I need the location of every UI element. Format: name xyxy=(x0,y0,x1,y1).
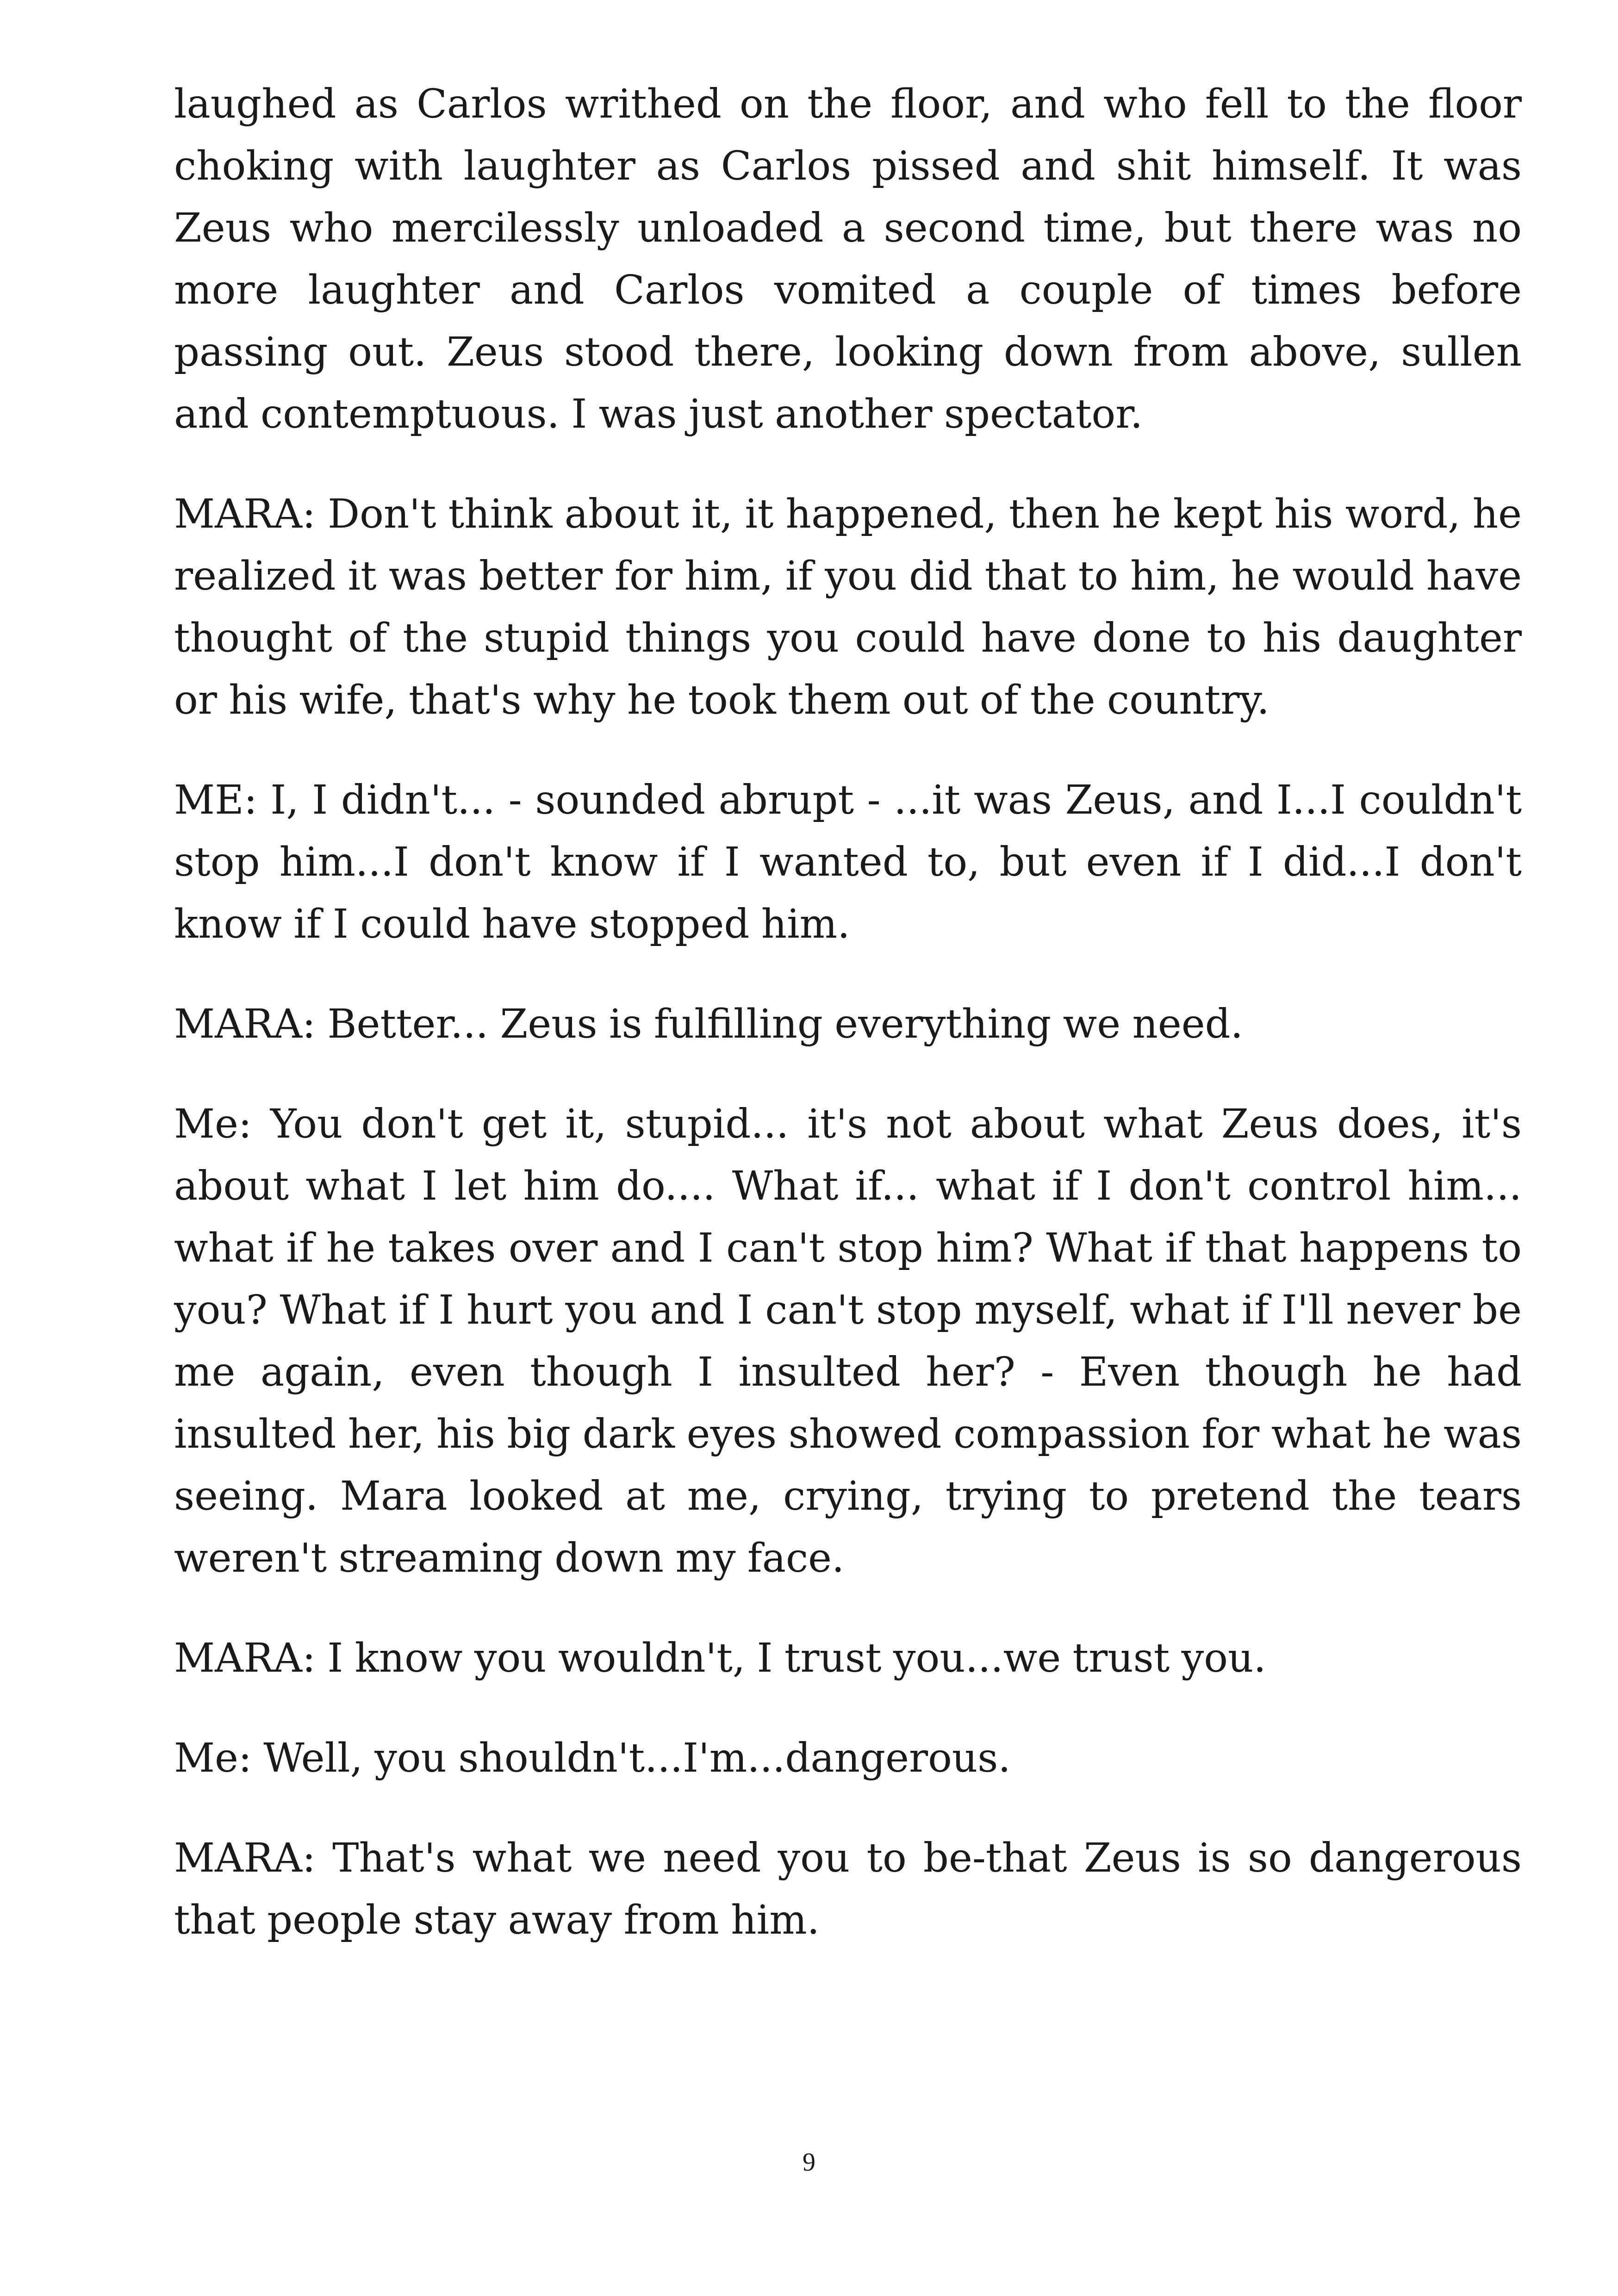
paragraph: MARA: Better... Zeus is fulfilling everything we need. xyxy=(174,1001,1244,1047)
body-text xyxy=(174,73,1522,1989)
paragraph: Me: You don't get it, stupid... it's not about what Zeus does, it's about what I let him do.... What if... what if I don't control him... what if he takes over and I can't stop him? What if that happens to you? What if I hurt you and I can't stop myself, what if I'll never be me again, even though I insulted her? - Even though he had insulted her, his big dark eyes showed compassion for what he was seeing. Mara looked at me, crying, trying to pretend the tears weren't streaming down my face. xyxy=(174,1101,1522,1581)
paragraph: laughed as Carlos writhed on the floor, and who fell to the floor choking with laughter as Carlos pissed and shit himself. It was Zeus who mercilessly unloaded a second time, but there was no more laughter and Carlos vomited a couple of times before passing out. Zeus stood there, looking down from above, sullen and contemptuous. I was just another spectator. xyxy=(174,81,1522,437)
paragraph: MARA: That's what we need you to be-that Zeus is so dangerous that people stay away from him. xyxy=(174,1835,1522,1943)
paragraph: MARA: I know you wouldn't, I trust you...we trust you. xyxy=(174,1635,1266,1681)
page-number: 9 xyxy=(803,2148,815,2177)
paragraph: ME: I, I didn't... - sounded abrupt - ...it was Zeus, and I...I couldn't stop him...I don't know if I wanted to, but even if I did...I don't know if I could have stopped him. xyxy=(174,777,1522,947)
paragraph: MARA: Don't think about it, it happened, then he kept his word, he realized it was better for him, if you did that to him, he would have thought of the stupid things you could have done to his daughter or his wife, that's why he took them out of the country. xyxy=(174,491,1522,723)
paragraph: Me: Well, you shouldn't...I'm...dangerous. xyxy=(174,1735,1011,1781)
